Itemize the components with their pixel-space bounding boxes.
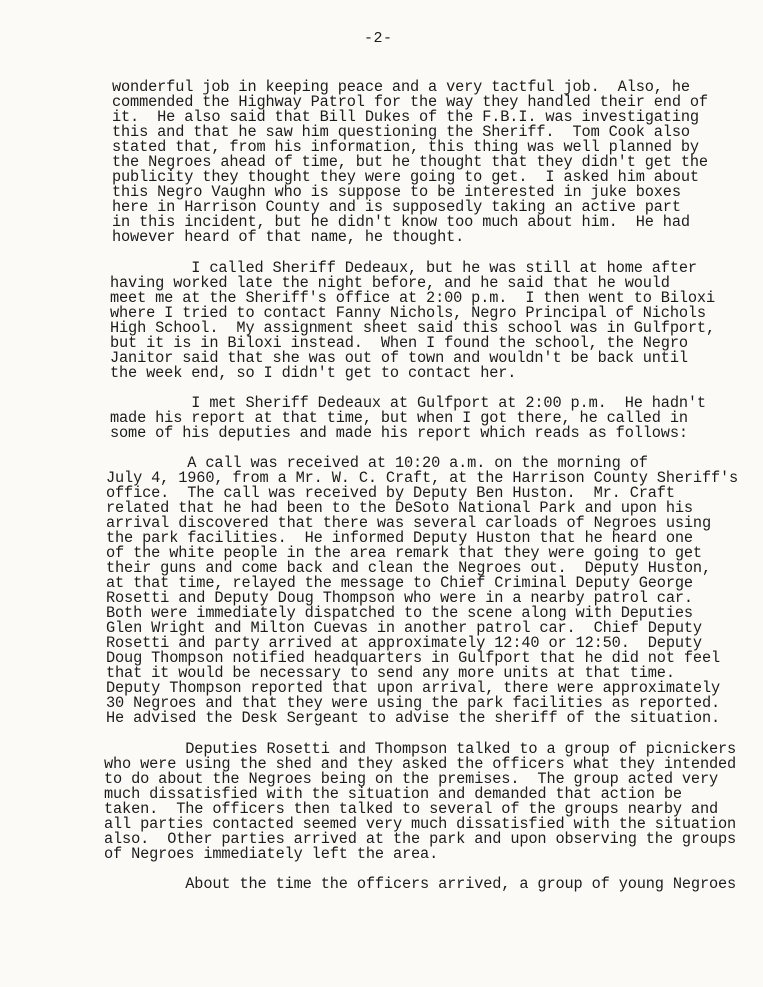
text-line: the Negroes ahead of time, but he thought that they didn't get the (112, 153, 708, 171)
text-line: I met Sheriff Dedeaux at Gulfport at 2:00 p.m. He hadn't (110, 394, 706, 412)
text-line: this Negro Vaughn who is suppose to be interested in juke boxes (112, 183, 681, 201)
text-line: commended the Highway Patrol for the way they handled their end of (112, 93, 708, 111)
text-line: Deputies Rosetti and Thompson talked to a group of picnickers (104, 740, 737, 758)
text-line: of Negroes immediately left the area. (104, 845, 439, 863)
text-line: A call was received at 10:20 a.m. on the morning of (106, 454, 648, 472)
page-number: -2- (364, 30, 393, 47)
text-line: Janitor said that she was out of town and wouldn't be back until (110, 349, 688, 367)
text-line: stated that, from his information, this thing was well planned by (112, 138, 699, 156)
text-line: Doug Thompson notified headquarters in Gulfport that he did not feel (106, 649, 721, 667)
text-line: publicity they thought they were going to get. I asked him about (112, 168, 699, 186)
text-line: their guns and come back and clean the Negroes out. Deputy Huston, (106, 559, 711, 577)
text-line: having worked late the night before, and he said that he would (110, 274, 670, 292)
text-line: About the time the officers arrived, a group of young Negroes (104, 875, 737, 893)
text-line: of the white people in the area remark that they were going to get (106, 544, 702, 562)
text-line: High School. My assignment sheet said this school was in Gulfport, (110, 319, 715, 337)
text-line: that it would be necessary to send any more units at that time. (106, 664, 675, 682)
text-line: where I tried to contact Fanny Nichols, Negro Principal of Nichols (110, 304, 706, 322)
text-line: July 4, 1960, from a Mr. W. C. Craft, at the Harrison County Sheriff's (106, 469, 739, 487)
text-line: here in Harrison County and is supposedly taking an active part (112, 198, 681, 216)
text-line: office. The call was received by Deputy Ben Huston. Mr. Craft (106, 484, 675, 502)
text-line: in this incident, but he didn't know too much about him. He had (112, 213, 690, 231)
text-line: much dissatisfied with the situation and demanded that action be (104, 785, 682, 803)
text-line: taken. The officers then talked to several of the groups nearby and (104, 800, 719, 818)
text-line: this and that he saw him questioning the Sheriff. Tom Cook also (112, 123, 690, 141)
text-line: Deputy Thompson reported that upon arrival, there were approximately (106, 679, 721, 697)
text-line: at that time, relayed the message to Chief Criminal Deputy George (106, 574, 693, 592)
text-line: Rosetti and party arrived at approximately 12:40 or 12:50. Deputy (106, 634, 702, 652)
text-line: meet me at the Sheriff's office at 2:00 p.m. I then went to Biloxi (110, 289, 715, 307)
text-line: the week end, so I didn't get to contact her. (110, 364, 517, 382)
text-line: who were using the shed and they asked the officers what they intended (104, 755, 737, 773)
text-line: 30 Negroes and that they were using the park facilities as reported. (106, 694, 721, 712)
text-line: I called Sheriff Dedeaux, but he was still at home after (110, 259, 697, 277)
text-line: related that he had been to the DeSoto National Park and upon his (106, 499, 693, 517)
text-line: made his report at that time, but when I got there, he called in (110, 409, 688, 427)
text-line: arrival discovered that there was several carloads of Negroes using (106, 514, 711, 532)
text-line: wonderful job in keeping peace and a very tactful job. Also, he (112, 78, 690, 96)
text-line: also. Other parties arrived at the park and upon observing the groups (104, 830, 737, 848)
text-line: however heard of that name, he thought. (112, 228, 465, 246)
text-line: to do about the Negroes being on the premises. The group acted very (104, 770, 719, 788)
text-line: all parties contacted seemed very much dissatisfied with the situation (104, 815, 737, 833)
text-line: Both were immediately dispatched to the scene along with Deputies (106, 604, 693, 622)
text-line: but it is in Biloxi instead. When I found the school, the Negro (110, 334, 688, 352)
text-line: He advised the Desk Sergeant to advise the sheriff of the situation. (106, 709, 721, 727)
text-line: the park facilities. He informed Deputy Huston that he heard one (106, 529, 693, 547)
text-line: Rosetti and Deputy Doug Thompson who were in a nearby patrol car. (106, 589, 693, 607)
text-line: Glen Wright and Milton Cuevas in another patrol car. Chief Deputy (106, 619, 702, 637)
text-line: some of his deputies and made his report which reads as follows: (110, 424, 688, 442)
text-line: it. He also said that Bill Dukes of the F.B.I. was investigating (112, 108, 699, 126)
